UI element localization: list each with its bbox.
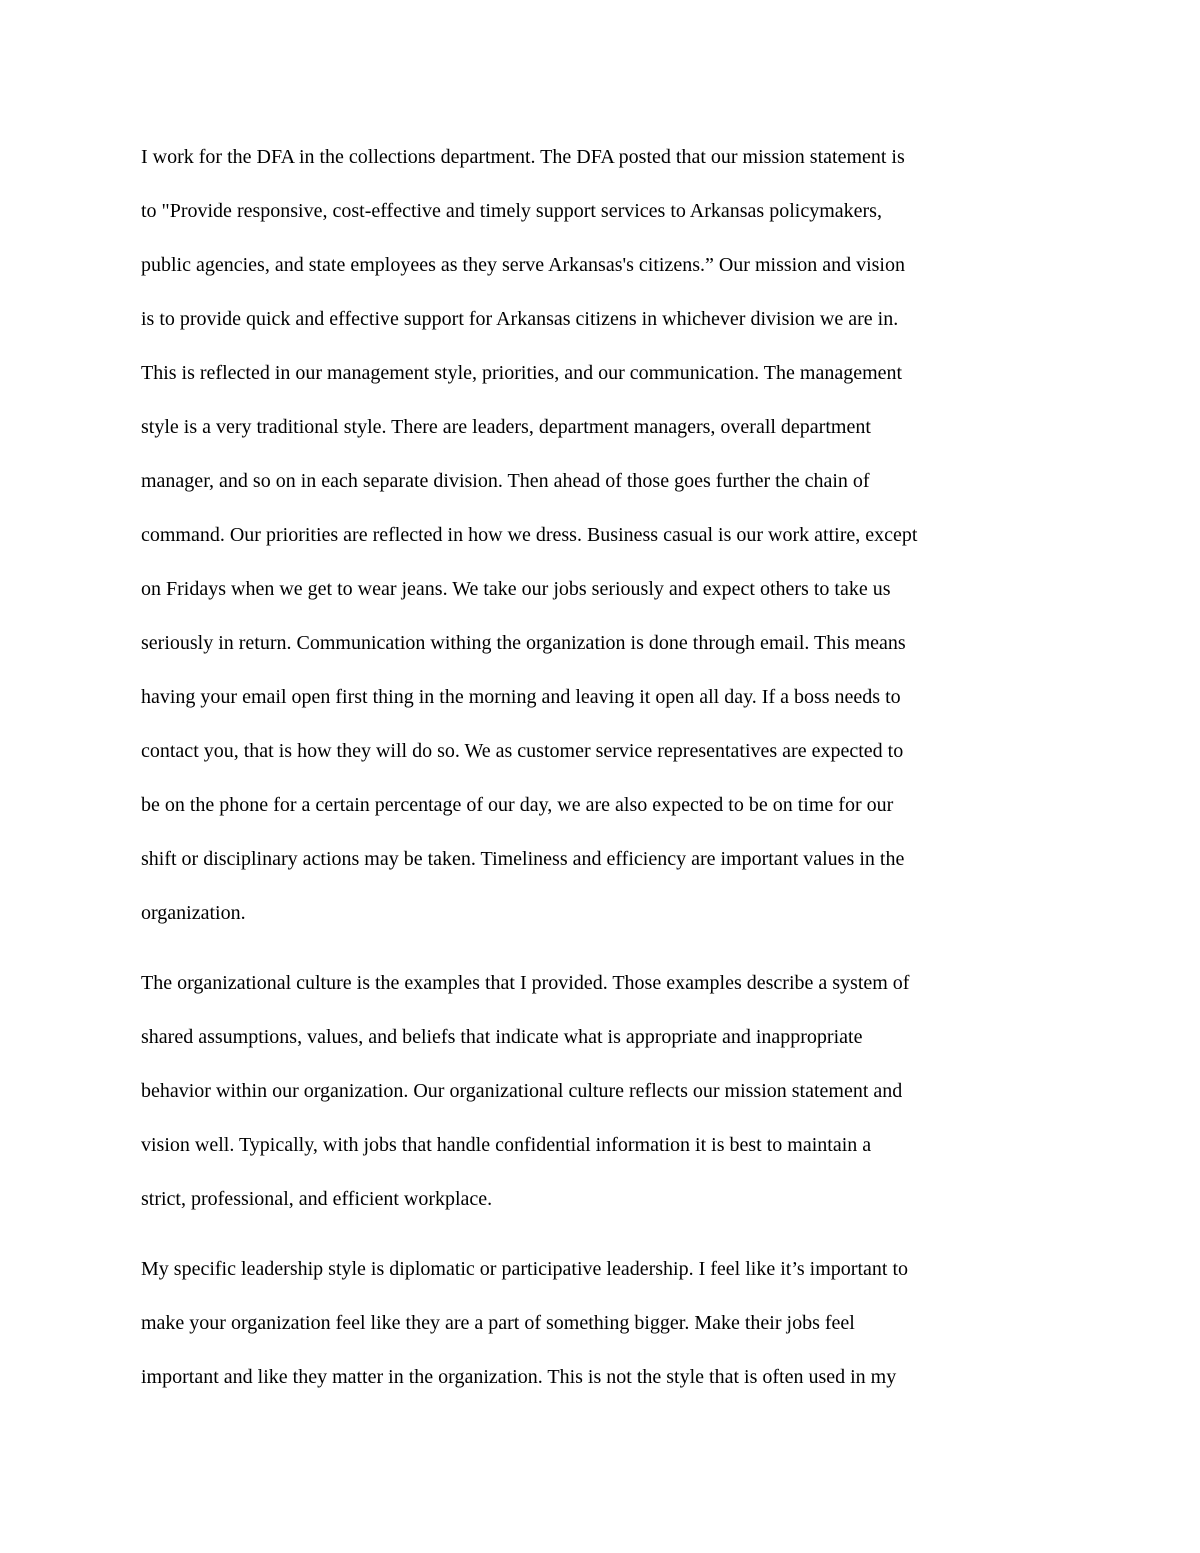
text-line: public agencies, and state employees as they serve Arkansas's citizens.” Our mission and vision (141, 254, 905, 276)
text-line: The organizational culture is the examples that I provided. Those examples describe a system of (141, 972, 910, 994)
text-line: seriously in return. Communication withing the organization is done through email. This means (141, 632, 906, 654)
text-line: My specific leadership style is diplomatic or participative leadership. I feel like it’s important to (141, 1258, 909, 1280)
text-line: behavior within our organization. Our organizational culture reflects our mission statement and (141, 1080, 903, 1102)
text-line: command. Our priorities are reflected in how we dress. Business casual is our work attire, except (141, 524, 918, 546)
text-line: contact you, that is how they will do so. We as customer service representatives are expected to (141, 740, 904, 762)
text-line: be on the phone for a certain percentage of our day, we are also expected to be on time for our (141, 794, 894, 816)
text-line: style is a very traditional style. There are leaders, department managers, overall department (141, 416, 871, 438)
text-line: I work for the DFA in the collections department. The DFA posted that our mission statement is (141, 146, 905, 168)
text-line: make your organization feel like they are a part of something bigger. Make their jobs feel (141, 1312, 855, 1334)
text-line: is to provide quick and effective support for Arkansas citizens in whichever division we are in. (141, 308, 899, 330)
text-line: shift or disciplinary actions may be taken. Timeliness and efficiency are important values in the (141, 848, 905, 870)
text-line: important and like they matter in the organization. This is not the style that is often used in my (141, 1366, 897, 1388)
text-line: strict, professional, and efficient workplace. (141, 1188, 493, 1210)
text-line: This is reflected in our management style, priorities, and our communication. The management (141, 362, 903, 384)
text-line: on Fridays when we get to wear jeans. We take our jobs seriously and expect others to take us (141, 578, 891, 600)
text-line: having your email open first thing in the morning and leaving it open all day. If a boss needs to (141, 686, 901, 708)
text-line: organization. (141, 902, 246, 924)
text-line: shared assumptions, values, and beliefs that indicate what is appropriate and inappropriate (141, 1026, 863, 1048)
text-line: vision well. Typically, with jobs that handle confidential information it is best to maintain a (141, 1134, 872, 1156)
text-line: to "Provide responsive, cost-effective and timely support services to Arkansas policymakers, (141, 200, 882, 222)
text-line: manager, and so on in each separate division. Then ahead of those goes further the chain of (141, 470, 870, 492)
